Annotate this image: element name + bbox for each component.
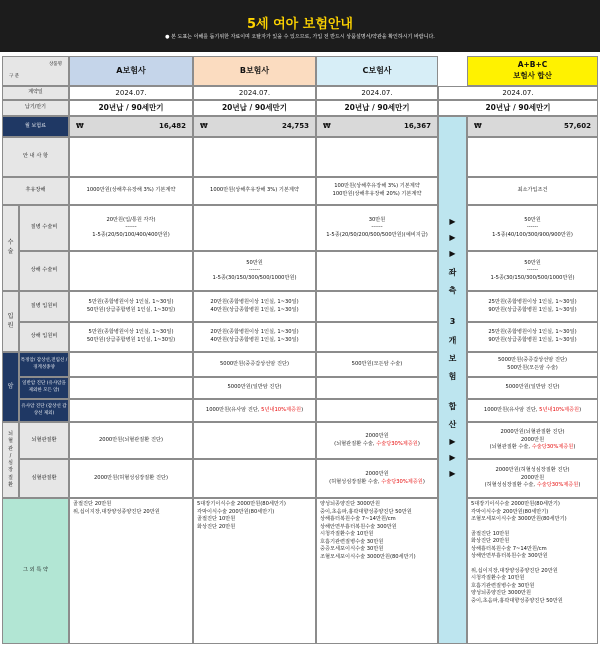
- cancer-general-a: [69, 377, 193, 399]
- injury-surgery-c: [316, 251, 438, 291]
- date-c: 2024.07.: [316, 86, 438, 100]
- guide-sum: [467, 137, 598, 177]
- row-label-injury-surgery: 상해 수술비: [19, 251, 69, 291]
- heart-a: 2000만원(허혈성심장질환 진단): [69, 459, 193, 498]
- injury-surgery-a: [69, 251, 193, 291]
- page-title: 5세 여아 보험안내: [246, 17, 353, 32]
- injury-hosp-b-l1: 20만원(종합병원이상 1인실, 1~30일): [210, 329, 299, 336]
- product-sum-header: [467, 56, 598, 86]
- other-c-l4: 시청각질환수술 10만원: [320, 531, 374, 538]
- injury-surgery-sum-l2: ------: [526, 267, 539, 274]
- disease-surgery-c-l1: 30만원: [368, 216, 386, 223]
- disease-hosp-b-l2: 40만원(상급종합병원 1인실, 1~30일): [210, 306, 299, 313]
- arrow-icon-4: ▶: [449, 437, 456, 446]
- heart-sum-l2: 2000만원: [520, 474, 545, 481]
- brain-sum-red: 수술당30%제증원: [531, 444, 574, 451]
- fetal-c-line2: 100만원(상해후유장해 20%) 기본계약: [332, 191, 422, 197]
- arrow-char-1: 좌: [448, 268, 457, 277]
- brain-c: [316, 422, 438, 459]
- guide-b: [193, 137, 316, 177]
- other-sum-l11: 호흡기관련질병수술 30만원: [471, 582, 535, 589]
- heart-c-l2: [329, 479, 425, 487]
- other-sum-l13: 중이,초음파,흉곽대향성종양진단 50만원: [471, 597, 563, 604]
- brain-c-l2: [334, 441, 420, 449]
- cancer-similar-sum-post: ): [579, 406, 582, 413]
- other-sum-l7: 상해안면부흉터복원수술 300만원: [471, 553, 548, 560]
- guide-c: [316, 137, 438, 177]
- arrow-icon-2: ▶: [449, 233, 456, 242]
- heart-sum-l1: 2000만원(허혈성심장질환 진단): [495, 467, 570, 474]
- group-label-hospital: 입 원: [2, 291, 19, 352]
- disease-hosp-b-l1: 20만원(종합병원이상 1인실, 1~30일): [210, 298, 299, 305]
- heart-sum: [467, 459, 598, 498]
- injury-hosp-a-l2: 50만원(상급종합병원 1인실, 1~30일): [86, 337, 176, 343]
- row-label-other: 그 외 특 약: [2, 498, 69, 644]
- arrow-column: [438, 116, 467, 644]
- group-label-cancer: 암: [2, 352, 19, 422]
- other-sum-l2: 조혈모세포이식수술 3000만원(80세만기): [471, 516, 567, 523]
- date-a: 2024.07.: [69, 86, 193, 100]
- cancer-general-c: [316, 377, 438, 399]
- corner-cell: [2, 56, 69, 86]
- product-a-header: A보험사: [69, 56, 193, 86]
- arrow-char-5: 보: [448, 354, 457, 363]
- other-c-l2: 상해흉터복원수술 7~14만원/cm: [320, 516, 396, 523]
- row-label-injury-hosp: 상해 입원비: [19, 322, 69, 352]
- row-label-disease-hosp: 질병 입원비: [19, 291, 69, 322]
- brain-a: 2000만원(뇌혈관질환 진단): [69, 422, 193, 459]
- period-c: 20년납 / 90세만기: [316, 100, 438, 116]
- injury-surgery-sum-l3: 1-5종(30/150/300/500/1000만원): [490, 274, 575, 281]
- arrow-char-2: 측: [448, 286, 457, 295]
- row-label-premium: 월 보험료: [2, 116, 69, 137]
- brain-sum-l3: [490, 444, 576, 452]
- cancer-similar-b-line: [206, 407, 303, 415]
- cancer-general-b: 5000만원(일반암 진단): [193, 377, 316, 399]
- injury-hosp-b-l2: 40만원(상급종합병원 1인실, 1~30일): [210, 337, 299, 343]
- disease-surgery-sum-l2: ------: [526, 224, 539, 231]
- brain-sum-l1: 2000만원(뇌혈관질환 진단): [500, 429, 565, 436]
- title-banner: [0, 0, 600, 52]
- period-a: 20년납 / 90세만기: [69, 100, 193, 116]
- injury-surgery-b: [193, 251, 316, 291]
- injury-hosp-a: [69, 322, 193, 352]
- brain-sum: [467, 422, 598, 459]
- row-label-guide: 안 내 사 항: [2, 137, 69, 177]
- other-c-l6: 중증모세포이식수술 30만원: [320, 546, 384, 553]
- disease-surgery-c-l3: 1-5종(20/50/200/500/500만원)(예비지급): [326, 231, 428, 238]
- cancer-special-a: [69, 352, 193, 377]
- other-c-l0: 양성뇌종양진단 3000만원: [320, 501, 380, 507]
- fetal-a: 1000만원(상해후유장해 3%) 기본계약: [69, 177, 193, 205]
- disease-hosp-c: [316, 291, 438, 322]
- row-label-cancer-similar: 유사암 진단 (갑상선 갑상선 제외): [19, 399, 69, 422]
- heart-c-pre: (허혈성심장질환 수술,: [329, 478, 382, 485]
- premium-sum: [467, 116, 598, 137]
- disease-surgery-a-l2: ------: [125, 224, 137, 231]
- other-c-l7: 조혈모세포이식수술 3000만원(80세만기): [320, 553, 416, 560]
- premium-c: [316, 116, 438, 137]
- brain-sum-post: ): [573, 444, 576, 451]
- arrow-icon-1: ▶: [449, 217, 456, 226]
- fetal-sum: 최소가입조건: [467, 177, 598, 205]
- other-c-l1: 중이,초음파,흉곽대향성종양진단 50만원: [320, 508, 412, 515]
- arrow-icon-5: ▶: [449, 453, 456, 462]
- cancer-similar-sum-line: [484, 407, 581, 415]
- other-sum-l5: 화상진단 20만원: [471, 538, 510, 545]
- injury-surgery-sum: [467, 251, 598, 291]
- injury-hosp-b: [193, 322, 316, 352]
- brain-c-pre: (뇌혈관질환 수술,: [334, 440, 377, 447]
- cancer-similar-b-post: ): [301, 406, 304, 413]
- other-sum-l9: 위,십이지장,대장양성종양진단 20만원: [471, 567, 558, 574]
- other-sum-l1: 각막이식수술 200만원(80세만기): [471, 508, 549, 515]
- disease-hosp-sum: [467, 291, 598, 322]
- arrow-icon-3: ▶: [449, 249, 456, 258]
- heart-sum-post: ): [578, 482, 581, 489]
- fetal-b: 1000만원(상해후유장해 3%) 기본계약: [193, 177, 316, 205]
- cancer-special-sum: [467, 352, 598, 377]
- corner-top: 상품명: [48, 61, 62, 67]
- other-sum: [467, 498, 598, 644]
- other-b-l0: 5대장기이식수술 2000만원(80세만기): [197, 501, 286, 507]
- notice-text: ● 본 도표는 이해를 돕기위한 자료이며 오탈자가 있을 수 있으므로, 가입 전 반드시 상품설명서/약관을 확인하시기 바랍니다.: [165, 34, 435, 40]
- other-a: [69, 498, 193, 644]
- row-label-cancer-general: 일반암 진단 (유사암을 제외한 모든 암): [19, 377, 69, 399]
- sum-header-line2: 보험사 합산: [513, 71, 552, 80]
- cancer-special-sum-l2: 500만원(모든암 수술): [507, 364, 558, 371]
- other-c-l5: 호흡기관련질병수술 30만원: [320, 538, 384, 545]
- cancer-similar-b: [193, 399, 316, 422]
- currency-a: ₩: [76, 122, 84, 131]
- arrow-char-3: 3: [449, 317, 456, 326]
- disease-hosp-a-l2: 50만원(상급종합병원 1인실, 1~30일): [86, 306, 176, 313]
- cancer-special-c: 500만원(모든암 수술): [316, 352, 438, 377]
- heart-c-red: 수술당30%제증원: [381, 478, 423, 485]
- premium-b: [193, 116, 316, 137]
- other-a-l0: 골절진단 20만원: [73, 501, 112, 507]
- fetal-c-line1: 100만원(상해후유장해 3%) 기본계약: [334, 183, 420, 190]
- row-label-disease-surgery: 질병 수술비: [19, 205, 69, 251]
- brain-c-post: ): [417, 440, 420, 447]
- injury-hosp-sum-l2: 90만원(상급종합병원 1인실, 1~30일): [488, 337, 577, 343]
- date-b: 2024.07.: [193, 86, 316, 100]
- other-b-l3: 화상진단 20만원: [197, 523, 236, 530]
- row-label-fetal: 후유장해: [2, 177, 69, 205]
- arrow-char-4: 개: [448, 336, 457, 345]
- other-sum-l6: 상해흉터복원수술 7~14만원/cm: [471, 545, 547, 552]
- disease-surgery-sum-l1: 50만원: [524, 216, 541, 223]
- injury-hosp-sum: [467, 322, 598, 352]
- other-sum-l10: 시청각질환수술 10만원: [471, 575, 525, 582]
- row-label-heart: 심혈관질환: [19, 459, 69, 498]
- brain-c-l1: 2000만원: [365, 432, 389, 439]
- cancer-similar-b-red: 5년내10%제증원: [261, 406, 302, 413]
- disease-hosp-sum-l2: 90만원(상급종합병원 1인실, 1~30일): [488, 306, 577, 313]
- disease-surgery-b: [193, 205, 316, 251]
- cancer-similar-sum: [467, 399, 598, 422]
- heart-sum-red: 수술당30%제증원: [536, 482, 579, 489]
- brain-sum-pre: (뇌혈관질환 수술,: [489, 444, 532, 451]
- brain-c-red: 수술당30%제증원: [376, 440, 418, 447]
- group-label-surgery: 수 술: [2, 205, 19, 291]
- row-label-cancer-special: 특정암/ 갑상선,전립선 / 경계성종양: [19, 352, 69, 377]
- disease-surgery-c: [316, 205, 438, 251]
- cancer-similar-b-pre: 1000만원(유사암 진단,: [205, 406, 262, 413]
- arrow-char-8: 산: [448, 420, 457, 429]
- arrow-char-6: 험: [448, 372, 457, 381]
- disease-hosp-a-l1: 5만원(종합병원이상 1인실, 1~30일): [88, 298, 174, 305]
- row-label-brain: 뇌혈관질환: [19, 422, 69, 459]
- sum-header-line1: A+B+C: [517, 60, 548, 70]
- cancer-similar-c: [316, 399, 438, 422]
- currency-sum: ₩: [474, 122, 482, 131]
- cancer-special-b: 5000만원(중증갑상선암 진단): [193, 352, 316, 377]
- premium-b-value: 24,753: [281, 122, 309, 131]
- disease-surgery-a-l3: 1-5종(20/50/100/400/400만원): [92, 231, 170, 238]
- cancer-similar-a: [69, 399, 193, 422]
- injury-surgery-b-l2: ------: [248, 267, 261, 274]
- other-b-l2: 골절진단 10만원: [197, 516, 236, 523]
- other-b-l1: 각막이식수술 200만원(80세만기): [197, 508, 275, 515]
- corner-bottom: 구 분: [9, 73, 20, 79]
- injury-hosp-c: [316, 322, 438, 352]
- fetal-c: [316, 177, 438, 205]
- disease-surgery-sum: [467, 205, 598, 251]
- heart-c-post: ): [422, 478, 425, 485]
- other-sum-l0: 5대장기이식수술 2000만원(80세만기): [471, 501, 560, 507]
- date-sum: 2024.07.: [438, 86, 598, 100]
- disease-surgery-sum-l3: 1-5종(40/100/300/900/900만원): [492, 231, 573, 238]
- currency-b: ₩: [200, 122, 208, 131]
- cancer-similar-sum-pre: 1000만원(유사암 진단,: [483, 406, 540, 413]
- product-b-header: B보험사: [193, 56, 316, 86]
- period-sum: 20년납 / 90세만기: [438, 100, 598, 116]
- premium-c-value: 16,367: [403, 122, 431, 131]
- brain-sum-l2: 2000만원: [520, 436, 545, 443]
- heart-b: [193, 459, 316, 498]
- cancer-special-sum-l1: 5000만원(중증갑상선암 진단): [497, 356, 567, 363]
- injury-hosp-sum-l1: 25만원(종합병원이상 1인실, 1~30일): [488, 329, 577, 336]
- disease-surgery-a-l1: 20만원(입/통원 각각): [106, 216, 156, 223]
- arrow-char-7: 합: [448, 402, 457, 411]
- row-label-date: 계약일: [2, 86, 69, 100]
- disease-hosp-b: [193, 291, 316, 322]
- other-c: [316, 498, 438, 644]
- brain-b: [193, 422, 316, 459]
- injury-surgery-b-l3: 1-5종(30/150/300/500/1000만원): [212, 274, 297, 281]
- heart-c-l1: 2000만원: [365, 470, 389, 477]
- product-c-header: C보험사: [316, 56, 438, 86]
- other-a-l1: 위,십이지장,대장양성종양진단 20만원: [73, 508, 160, 515]
- disease-hosp-sum-l1: 25만원(종합병원이상 1인실, 1~30일): [488, 298, 577, 305]
- injury-hosp-a-l1: 5만원(종합병원이상 1인실, 1~30일): [88, 329, 174, 336]
- premium-sum-value: 57,602: [563, 122, 591, 131]
- period-b: 20년납 / 90세만기: [193, 100, 316, 116]
- heart-sum-l3: [485, 482, 581, 490]
- other-b: [193, 498, 316, 644]
- disease-surgery-a: [69, 205, 193, 251]
- injury-surgery-sum-l1: 50만원: [524, 259, 541, 266]
- injury-surgery-b-l1: 50만원: [246, 259, 263, 266]
- row-label-period: 납기/만기: [2, 100, 69, 116]
- disease-surgery-c-l2: ------: [371, 224, 383, 231]
- other-c-l3: 상해안면부흉터복원수술 300만원: [320, 523, 397, 530]
- other-sum-l4: 골절진단 10만원: [471, 530, 510, 537]
- cancer-similar-sum-red: 5년내10%제증원: [539, 406, 580, 413]
- heart-c: [316, 459, 438, 498]
- premium-a-value: 16,482: [158, 122, 186, 131]
- arrow-icon-6: ▶: [449, 469, 456, 478]
- other-sum-l12: 양성뇌종양진단 3000만원: [471, 590, 531, 597]
- cancer-general-sum: 5000만원(일반암 진단): [467, 377, 598, 399]
- group-label-cardio: 뇌 혈 관 / 심 장 질 환: [2, 422, 19, 498]
- currency-c: ₩: [323, 122, 331, 131]
- heart-sum-pre: (허혈성심장질환 수술,: [484, 482, 537, 489]
- disease-hosp-a: [69, 291, 193, 322]
- premium-a: [69, 116, 193, 137]
- guide-a: [69, 137, 193, 177]
